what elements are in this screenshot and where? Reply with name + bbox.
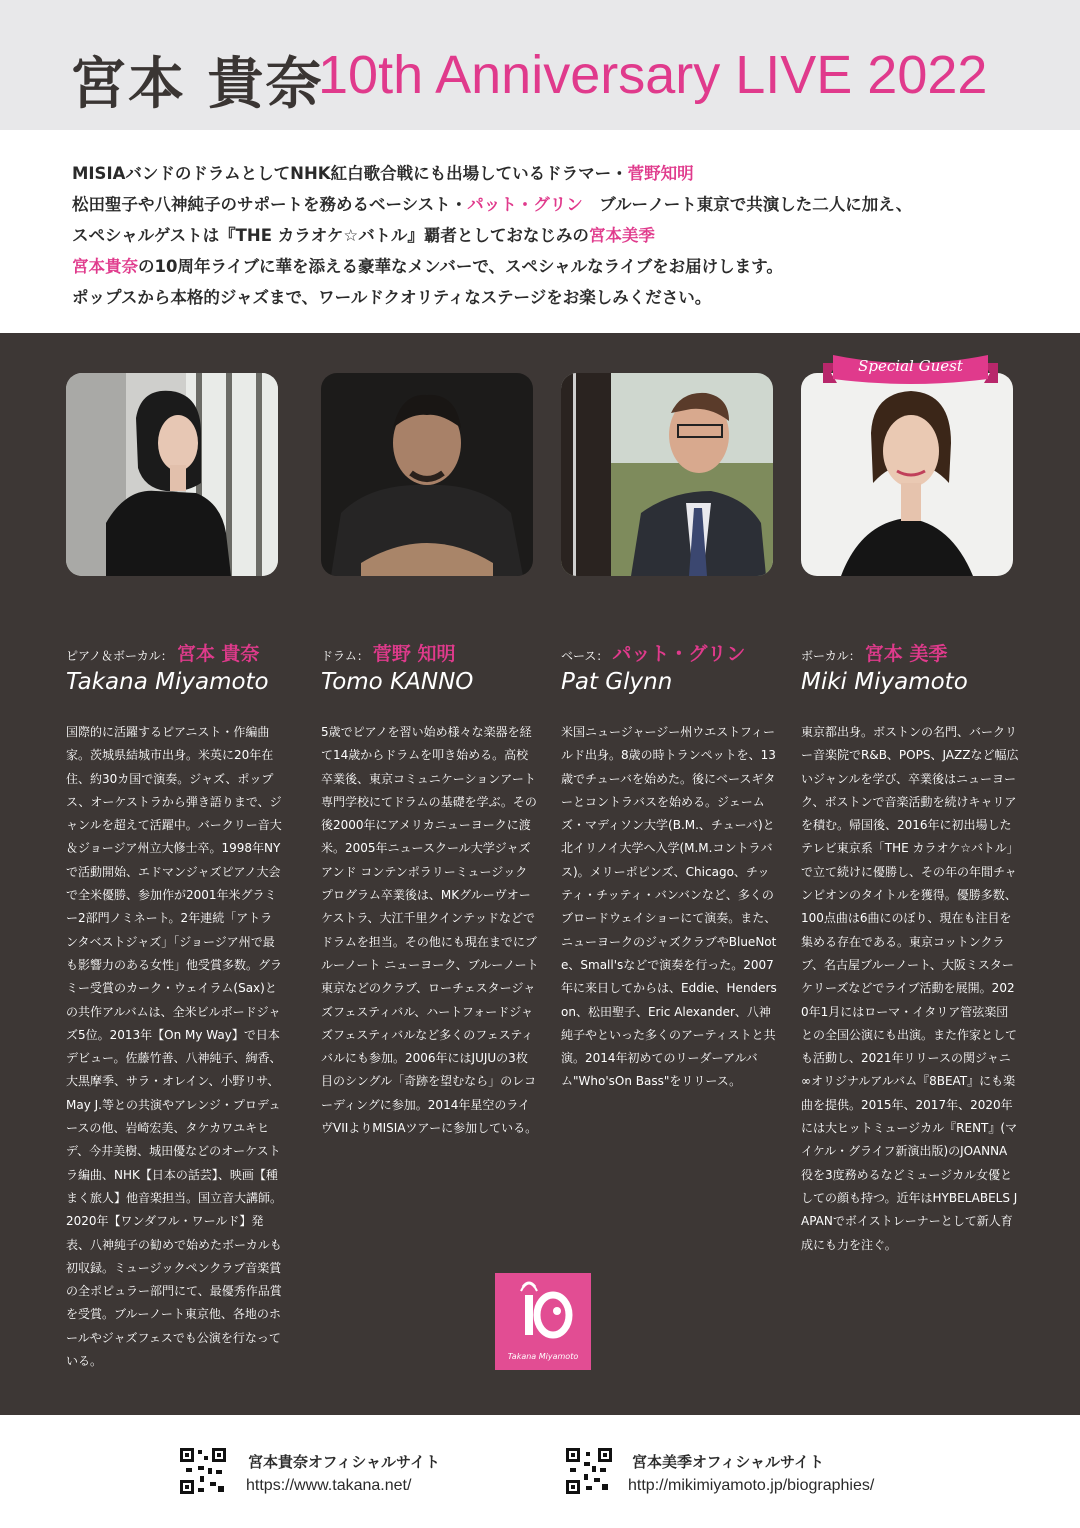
- intro-text-span: の10周年ライブに華を添える豪華なメンバーで、スペシャルなライブをお届けします。: [138, 257, 783, 276]
- intro-line-5: ポップスから本格的ジャズまで、ワールドクオリティなステージをお楽しみください。: [72, 288, 712, 307]
- member-bio: 国際的に活躍するピアニスト・作編曲家。茨城県結城市出身。米英に20年在住、約30カ国で演奏。ジャズ、ポップス、オーケストラから弾き語りまで、ジャンルを超えて活躍中。バークリー音大＆ジョージア州立大修士卒。1998年NYで活動開始、エドマンジャズピアノ大会で全米優勝、参加作が2001年米グラミー2部門ノミネート。2年連続「アトランタベストジャズ」「ジョージア州で最も影響力のある女性」他受賞多数。グラミー受賞のカーク・ウェイラム(Sax)との共作アルバムは、全米ビルボードジャズ5位。2013年【On My Way】で日本デビュー。佐藤竹善、八神純子、絢香、大黒摩季、サラ・オレイン、小野リサ、May J.等との共演やアレンジ・プロデュースの他、岩崎宏美、タケカワユキヒデ、今井美樹、城田優などのオーケストラ編曲、NHK【日本の話芸】、映画【種まく旅人】他音楽担当。国立音大講師。2020年【ワンダフル・ワールド】発表、八神純子の勧めで始めたボーカルも初収録。ミュージックペンクラブ音楽賞の全ポピュラー部門にて、最優秀作品賞を受賞。ブルーノート東京他、各地のホールやジャズフェスでも公演を行なっている。: [66, 725, 283, 1369]
- intro-text-span: 松田聖子や八神純子のサポートを務めるベーシスト・: [72, 195, 468, 214]
- photo-tomo: [321, 373, 533, 576]
- intro-text-span: MISIAバンドのドラムとしてNHK紅白歌合戦にも出場しているドラマー・: [72, 164, 628, 183]
- member-bio: 5歳でピアノを習い始め様々な楽器を経て14歳からドラムを叩き始める。高校卒業後、東京コミュニケーションアート専門学校にてドラムの基礎を学ぶ。その後2000年にアメリカニューヨークに渡米。2005年ニュースクール大学ジャズ アンド コンテンポラリーミュージックプログラム卒業後は、MKグルーヴオーケストラ、大江千里クインテッドなどでドラムを担当。その他にも現在までにブルーノート ニューヨーク、ブルーノート東京などのクラブ、ローチェスタージャズフェスティバル、ハートフォードジャズフェスティバルなど多くのフェスティバルにも参加。2006年にはJUJUの3枚目のシングル「奇跡を望むなら」のレコーディングに参加。2014年星空のライヴVIIよりMISIAツアーに参加している。: [321, 725, 539, 1136]
- special-guest-ribbon: [823, 351, 998, 385]
- member-name-en: Takana Miyamoto: [66, 669, 269, 695]
- photo-miki: [801, 373, 1013, 576]
- qr-code-icon[interactable]: [180, 1448, 226, 1494]
- member-name-en: Miki Miyamoto: [801, 669, 968, 695]
- photo-takana: [66, 373, 278, 576]
- intro-line-2: [72, 189, 1032, 220]
- intro-line-4: [72, 251, 1032, 282]
- member-bio: 米国ニュージャージー州ウエストフィールド出身。8歳の時トランペットを、13歳でチューバを始めた。後にベースギターとコントラバスを始める。ジェームズ・マディソン大学(B.M.、チューバ)と北イリノイ大学へ入学(M.M.コントラバス)。メリーポピンズ、Chicago、チッティ・チッティ・バンバンなど、多くのブロードウェイショーにて演奏。また、ニューヨークのジャズクラブやBlueNote、Small'sなどで演奏を行った。2007年に来日してからは、Eddie、Henderson、松田聖子、Eric Alexander、八神純子やといった多くのアーティストと共演。2014年初めてのリーダーアルバム"Who'sOn Bass"をリリース。: [561, 725, 777, 1089]
- site-url-takana[interactable]: https://www.takana.net/: [246, 1477, 412, 1494]
- member-name-jp: パット・グリン: [612, 643, 746, 665]
- role-line: [801, 639, 947, 666]
- highlight-name: 宮本美季: [588, 226, 655, 245]
- title-event: 10th Anniversary LIVE 2022: [318, 45, 988, 105]
- site-title-miki: 宮本美季オフィシャルサイト: [632, 1453, 825, 1471]
- site-url-miki[interactable]: http://mikimiyamoto.jp/biographies/: [628, 1477, 875, 1494]
- intro-text-span: スペシャルゲストは『THE カラオケ☆バトル』覇者としておなじみの: [72, 226, 589, 245]
- role-label: ボーカル：: [801, 649, 861, 663]
- header-banner: [0, 0, 1080, 130]
- member-card-pat: [561, 373, 777, 1089]
- anniversary-logo: [495, 1273, 591, 1370]
- role-label: ベース：: [561, 649, 609, 663]
- site-title-takana: 宮本貴奈オフィシャルサイト: [248, 1453, 441, 1471]
- member-card-takana: [66, 373, 283, 1369]
- logo-caption: Takana Miyamoto: [507, 1352, 579, 1361]
- title-name: 宮本 貴奈: [70, 52, 324, 117]
- highlight-name: 菅野知明: [627, 164, 694, 183]
- member-name-en: Pat Glynn: [561, 669, 673, 695]
- photo-pat: [561, 373, 773, 576]
- member-card-tomo: [321, 373, 539, 1136]
- footer: [0, 1415, 1080, 1528]
- members-panel: [0, 333, 1080, 1415]
- mic-10-icon: [495, 1273, 591, 1353]
- role-label: ピアノ＆ボーカル：: [66, 649, 173, 663]
- special-guest-label: Special Guest: [858, 357, 963, 375]
- role-line: [561, 639, 745, 666]
- role-line: [321, 639, 456, 666]
- member-card-miki: [801, 357, 1019, 1252]
- highlight-name: 宮本貴奈: [72, 257, 138, 276]
- intro-line-1: [72, 158, 1032, 189]
- role-label: ドラム：: [321, 649, 369, 663]
- highlight-name: パット・グリン: [467, 195, 583, 214]
- member-name-jp: 菅野 知明: [372, 643, 456, 665]
- member-name-jp: 宮本 貴奈: [176, 643, 260, 665]
- qr-code-icon[interactable]: [566, 1448, 612, 1494]
- member-name-en: Tomo KANNO: [321, 669, 474, 695]
- intro-text-span: ブルーノート東京で共演した二人に加え、: [582, 195, 913, 214]
- intro-text: [72, 158, 1032, 313]
- member-name-jp: 宮本 美季: [864, 643, 948, 665]
- member-bio: 東京都出身。ボストンの名門、バークリー音楽院でR&B、POPS、JAZZなど幅広いジャンルを学び、卒業後はニューヨーク、ボストンで音楽活動を続けキャリアを積む。帰国後、2016年に初出場したテレビ東京系「THE カラオケ☆バトル」で立て続けに優勝し、その年の年間チャンピオンのタイトルを獲得。優勝多数、100点曲は6曲にのぼり、現在も注目を集める存在である。東京コットンクラブ、名古屋ブルーノート、大阪ミスターケリーズなどでライブ活動を展開。2020年1月にはローマ・イタリア管弦楽団との全国公演にも出演。また作家としても活動し、2021年リリースの関ジャニ∞オリジナルアルバム『8BEAT』にも楽曲を提供。2015年、2017年、2020年には大ヒットミュージカル『RENT』(マイケル・グライフ新演出版)のJOANNA役を3度務めるなどミュージカル女優としての顔も持つ。近年はHYBELABELS JAPANでボイストレーナーとして新人育成にも力を注ぐ。: [801, 725, 1019, 1252]
- intro-line-3: [72, 220, 1032, 251]
- role-line: [66, 639, 259, 666]
